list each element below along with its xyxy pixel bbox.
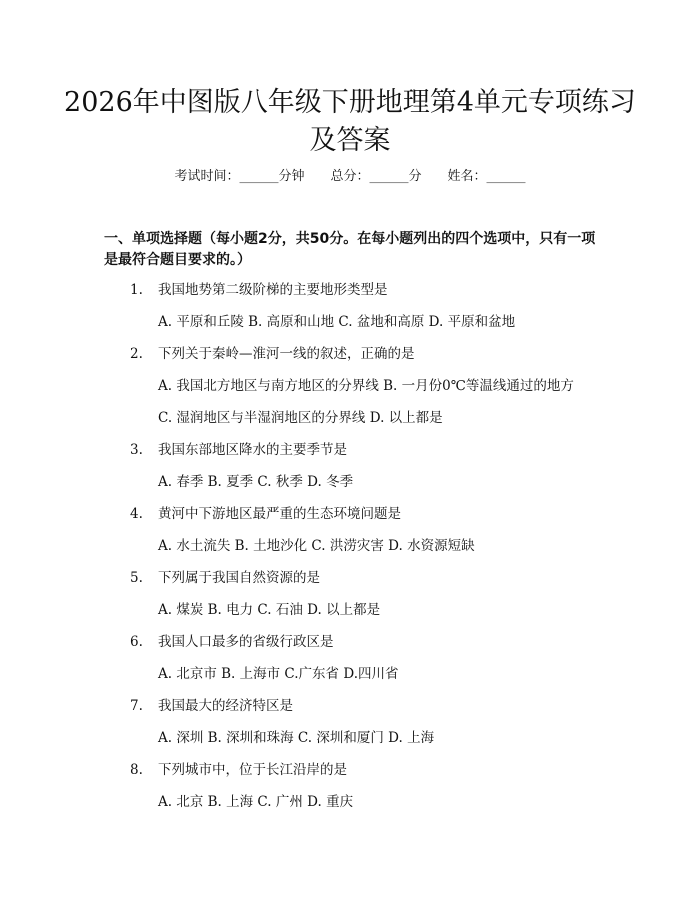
- question-7-options: A. 深圳 B. 深圳和珠海 C. 深圳和厦门 D. 上海: [158, 730, 435, 746]
- question-6: [130, 632, 334, 652]
- exam-time-field: 考试时间：______分钟: [174, 169, 305, 184]
- question-number: 2.: [130, 346, 143, 362]
- exam-meta-line: [0, 167, 700, 187]
- question-2-options-line-2: C. 湿润地区与半湿润地区的分界线 D. 以上都是: [158, 410, 443, 426]
- question-2-options-line-1: A. 我国北方地区与南方地区的分界线 B. 一月份0℃等温线通过的地方: [158, 378, 574, 394]
- question-number: 1.: [130, 282, 143, 298]
- student-name-field: 姓名：______: [447, 169, 526, 184]
- question-number: 5.: [130, 570, 143, 586]
- question-3: [130, 440, 347, 460]
- question-1: [130, 280, 388, 300]
- question-text: 我国人口最多的省级行政区是: [158, 634, 334, 650]
- question-text: 下列关于秦岭—淮河一线的叙述，正确的是: [158, 346, 415, 362]
- question-7: [130, 696, 293, 716]
- total-score-field: 总分：______分: [330, 169, 422, 184]
- section-heading: 一、单项选择题（每小题2分，共50分。在每小题列出的四个选项中，只有一项是最符合题目要求的。）: [104, 231, 596, 268]
- question-number: 7.: [130, 698, 143, 714]
- question-number: 4.: [130, 506, 143, 522]
- question-3-options: A. 春季 B. 夏季 C. 秋季 D. 冬季: [158, 474, 354, 490]
- question-8: [130, 760, 347, 780]
- question-8-options: A. 北京 B. 上海 C. 广州 D. 重庆: [158, 794, 354, 810]
- question-number: 8.: [130, 762, 143, 778]
- question-4: [130, 504, 401, 524]
- question-number: 6.: [130, 634, 143, 650]
- question-5-options: A. 煤炭 B. 电力 C. 石油 D. 以上都是: [158, 602, 381, 618]
- question-text: 下列城市中，位于长江沿岸的是: [158, 762, 347, 778]
- question-text: 下列属于我国自然资源的是: [158, 570, 320, 586]
- question-5: [130, 568, 320, 588]
- question-number: 3.: [130, 442, 143, 458]
- question-4-options: A. 水土流失 B. 土地沙化 C. 洪涝灾害 D. 水资源短缺: [158, 538, 475, 554]
- question-text: 我国最大的经济特区是: [158, 698, 293, 714]
- question-text: 我国地势第二级阶梯的主要地形类型是: [158, 282, 388, 298]
- question-1-options: A. 平原和丘陵 B. 高原和山地 C. 盆地和高原 D. 平原和盆地: [158, 314, 516, 330]
- question-2: [130, 344, 415, 364]
- question-text: 我国东部地区降水的主要季节是: [158, 442, 347, 458]
- question-6-options: A. 北京市 B. 上海市 C.广东省 D.四川省: [158, 666, 399, 682]
- document-title: 2026年中图版八年级下册地理第4单元专项练习及答案: [64, 87, 636, 156]
- question-text: 黄河中下游地区最严重的生态环境问题是: [158, 506, 401, 522]
